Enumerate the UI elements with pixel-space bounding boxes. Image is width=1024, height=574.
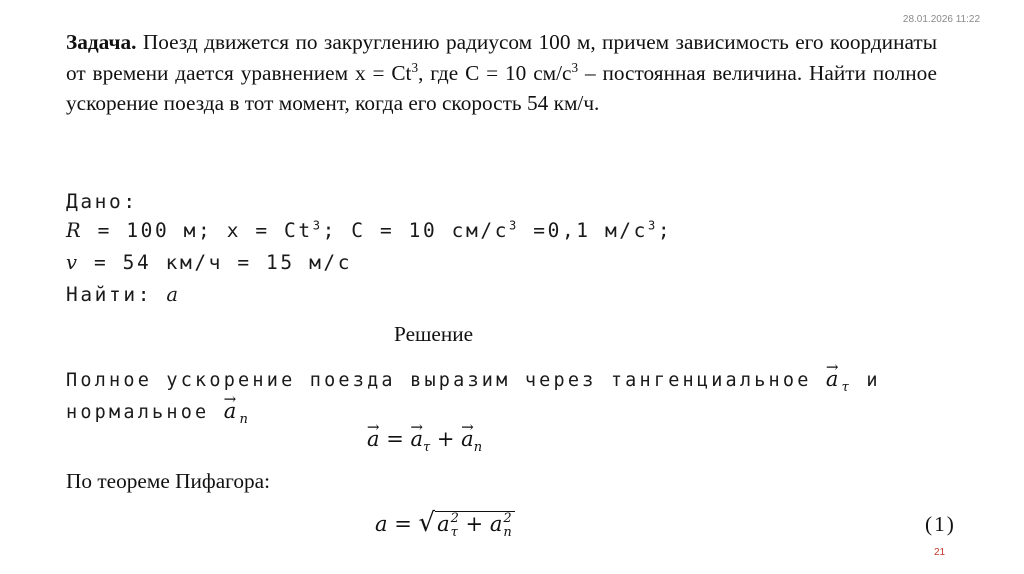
subscript: n (473, 440, 483, 456)
var-r: R (66, 219, 84, 242)
slide-timestamp: 28.01.2026 11:22 (902, 14, 980, 25)
exponent: 2 (450, 511, 459, 527)
problem-statement (66, 27, 937, 119)
given-line-1 (66, 219, 672, 242)
equals-sign: = (387, 512, 419, 536)
equals-sign: = (379, 427, 411, 451)
vector-a-n: → a (461, 427, 474, 451)
given-title: Дано: (66, 190, 138, 213)
magnitude-equation (375, 508, 515, 539)
radical-sign-icon: √ (418, 508, 436, 538)
exponent: 2 (503, 511, 512, 527)
solution-text: нормальное (66, 402, 224, 423)
radicand (435, 511, 515, 539)
plus-sign: + (458, 512, 490, 536)
problem-label: Задача. (66, 30, 137, 54)
subscript: τ (423, 440, 431, 456)
subscript: τ (450, 524, 458, 540)
vector-equation (367, 427, 483, 456)
page-number: 21 (934, 547, 946, 558)
square-root (418, 508, 514, 539)
exponent: 3 (411, 59, 419, 75)
vector-arrow-icon: → a (224, 399, 240, 423)
problem-text: Поезд движется по закруглению радиусом 100 м, причем зависимость его координаты от времени дается уравнением x = Ct (66, 30, 937, 85)
vector-a: → a (367, 427, 380, 451)
subscript: n (503, 524, 512, 540)
var-a: a (437, 512, 450, 536)
vector-arrow-icon: → a (826, 367, 842, 391)
given-text: ; C = 10 см/с (322, 219, 510, 242)
pythagoras-line: По теореме Пифагора: (66, 469, 271, 493)
vector-a-tau: → a (410, 427, 423, 451)
supsub (451, 512, 459, 538)
exponent: 3 (509, 218, 519, 233)
given-text: = 54 км/ч = 15 м/с (79, 251, 353, 274)
solution-paragraph-line-1 (66, 367, 881, 396)
find-var: a (166, 283, 181, 306)
equation-number: (1) (925, 512, 956, 536)
solution-text: Полное ускорение поезда выразим через тангенциальное (66, 370, 826, 391)
var-a: a (489, 512, 503, 536)
exponent: 3 (647, 218, 658, 233)
exponent: 3 (312, 218, 323, 233)
vector-a-n (223, 399, 252, 428)
var-a: a (375, 512, 388, 536)
given-line-2 (66, 251, 352, 274)
find-label: Найти: (66, 283, 167, 306)
given-text: = 100 м; x = Ct (83, 219, 313, 242)
var-v: v (66, 251, 80, 274)
subscript: n (239, 412, 252, 428)
given-text: =0,1 м/с (518, 219, 648, 242)
solution-paragraph-line-2 (66, 399, 252, 428)
problem-text: – постоянная величина. Найти полное ускорение поезда в тот момент, когда его скорость 54 км/ч. (66, 60, 937, 115)
plus-sign: + (430, 427, 462, 451)
vector-a-tau (825, 367, 853, 396)
exponent: 3 (571, 59, 579, 75)
solution-text: и (852, 370, 881, 391)
solution-heading: Решение (394, 322, 474, 346)
find-line (66, 283, 181, 306)
subscript: τ (841, 380, 853, 396)
given-text: ; (657, 219, 673, 242)
problem-text: , где C = 10 см/с (418, 60, 572, 85)
supsub (503, 512, 511, 538)
